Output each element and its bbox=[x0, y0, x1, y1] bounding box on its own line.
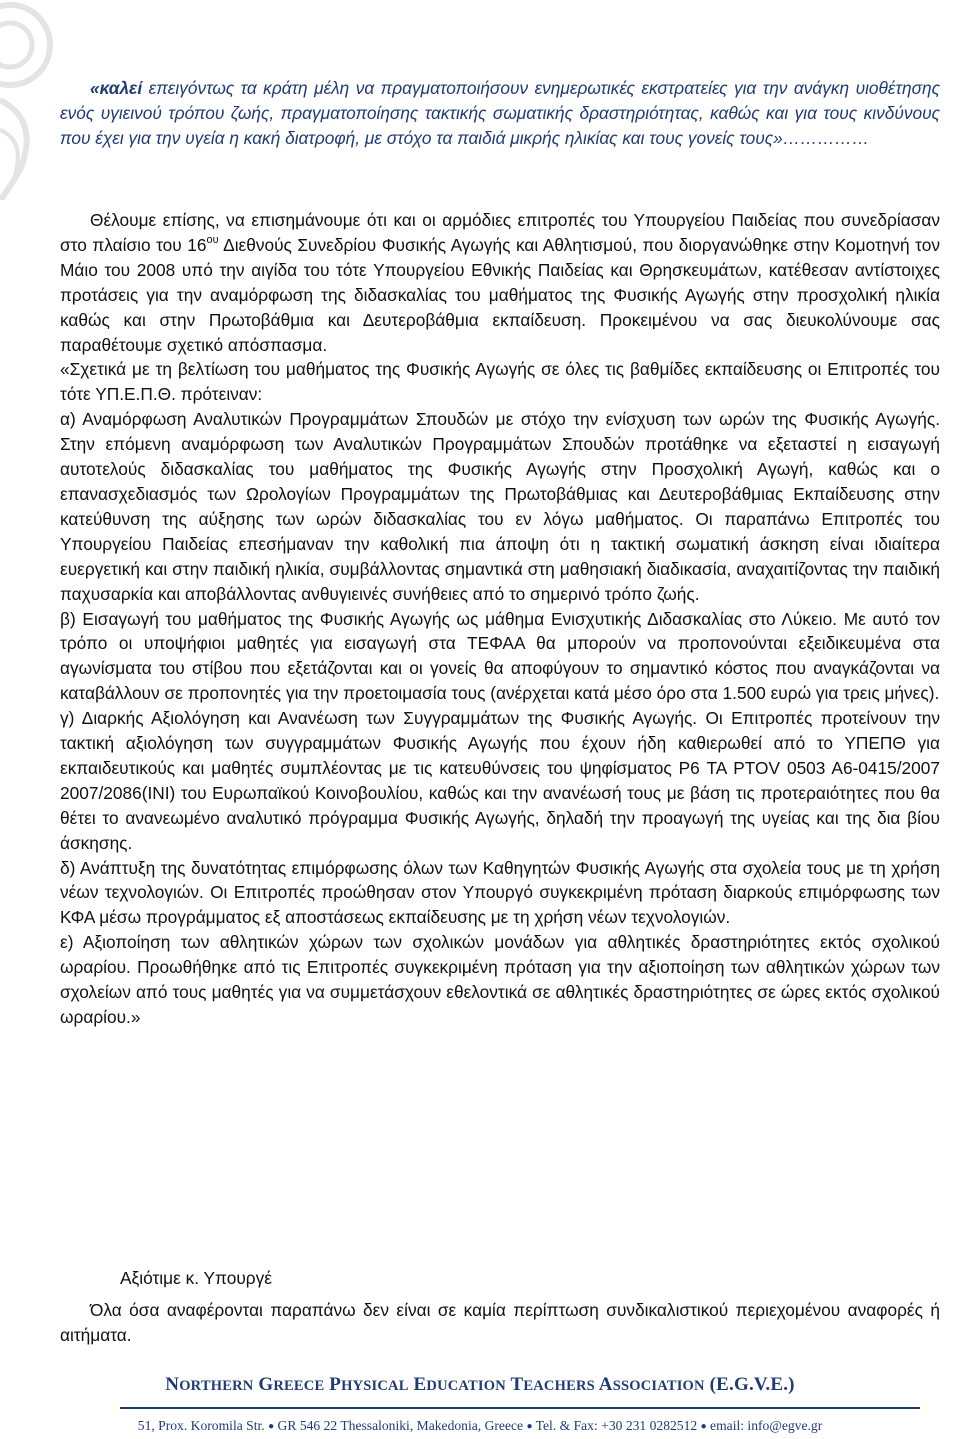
footer-divider bbox=[120, 1407, 920, 1409]
intro-text-before: Θέλουμε επίσης, να επισημάνουμε ότι και οι αρμόδιες επιτροπές του Υπουργείου Παιδείας που συνεδρίασαν στο πλαίσιο του 16 bbox=[60, 210, 940, 255]
footer-street: 51, Prox. Koromila Str. bbox=[137, 1418, 265, 1433]
bullet-icon: ● bbox=[268, 1421, 275, 1432]
quote-intro-paragraph: «Σχετικά με τη βελτίωση του μαθήματος της Φυσικής Αγωγής σε όλες τις βαθμίδες εκπαίδευσης οι Επιτροπές του τότε ΥΠ.Ε.Π.Θ. πρότειναν: bbox=[60, 359, 940, 405]
footer-word-rest: REECE bbox=[273, 1378, 325, 1394]
bullet-icon: ● bbox=[526, 1421, 533, 1432]
footer-email[interactable]: email: info@egve.gr bbox=[710, 1418, 823, 1433]
footer-word-rest: SSOCIATION bbox=[612, 1378, 705, 1394]
quote-text: επειγόντως τα κράτη μέλη να πραγματοποιήσουν ενημερωτικές εκστρατείες για την ανάγκη υιοθέτησης ενός υγιεινού τρόπου ζωής, πραγματοποίησης τακτικής σωματικής δραστηριότητας, καθώς και για τους κινδύνους που έχει για την υγεία η κακή διατροφή, με στόχο τα παιδιά μικρής ηλικίας και τους γονείς τους»…………… bbox=[60, 78, 940, 148]
footer-address bbox=[0, 1418, 960, 1434]
main-body bbox=[60, 208, 940, 1030]
item-a-paragraph: α) Αναμόρφωση Αναλυτικών Προγραμμάτων Σπουδών με στόχο την ενίσχυση των ωρών της Φυσικής Αγωγής. Στην επόμενη αναμόρφωση των Αναλυτικών Προγραμμάτων Σπουδών προτάθηκε να εξεταστεί η εισαγωγή αυτοτελούς διδασκαλίας του μαθήματος της Φυσικής Αγωγής στην Προσχολική Αγωγή, καθώς και ο επανασχεδιασμός των Ωρολογίων Προγραμμάτων της Πρωτοβάθμιας και Δευτεροβάθμιας Εκπαίδευσης στην κατεύθυνση της αύξησης των ωρών διδασκαλίας του εν λόγω μαθήματος. Οι παραπάνω Επιτροπές του Υπουργείου Παιδείας επεσήμαναν την καθολική πια άποψη ότι η τακτική σωματική άσκηση είναι ιδιαίτερα ευεργετική και στην παιδική ηλικία, συμβάλλοντας σημαντικά στη μαθησιακή διαδικασία, αναχαιτίζοντας την παιδική παχυσαρκία και αποβάλλοντας ανθυγιεινές συνήθειες από το σημερινό τρόπο ζωής. bbox=[60, 409, 940, 604]
footer-association-name bbox=[0, 1374, 960, 1396]
closing-section bbox=[60, 1266, 940, 1348]
footer-city: GR 546 22 Thessaloniki, Makedonia, Greece bbox=[277, 1418, 524, 1433]
resolution-quote bbox=[60, 76, 940, 151]
footer-word-cap: E bbox=[413, 1374, 427, 1395]
footer-word-rest: HYSICAL bbox=[341, 1378, 409, 1394]
footer-word-cap: G bbox=[258, 1374, 274, 1395]
footer-word-cap: T bbox=[510, 1374, 524, 1395]
footer-word-cap: N bbox=[165, 1374, 180, 1395]
item-d-paragraph: δ) Ανάπτυξη της δυνατότητας επιμόρφωσης όλων των Καθηγητών Φυσικής Αγωγής στα σχολεία τους με τη χρήση νέων τεχνολογιών. Οι Επιτροπές προώθησαν στον Υπουργό συγκεκριμένη πρόταση διαρκούς επιμόρφωσης των ΚΦΑ μέσω προγράμματος εξ αποστάσεως εκπαίδευσης με τη χρήση νέων τεχνολογιών. bbox=[60, 857, 940, 928]
greeting: Αξιότιμε κ. Υπουργέ bbox=[120, 1268, 272, 1288]
bullet-icon: ● bbox=[700, 1421, 707, 1432]
footer-word-rest: DUCATION bbox=[426, 1378, 506, 1394]
intro-text-after: Διεθνούς Συνεδρίου Φυσικής Αγωγής και Αθλητισμού, που διοργανώθηκε στην Κομοτηνή τον Μάιο του 2008 υπό την αιγίδα του τότε Υπουργείου Εθνικής Παιδείας και Θρησκευμάτων, κατέθεσαν αντίστοιχες προτάσεις για την αναμόρφωση της διδασκαλίας του μαθήματος της Φυσικής Αγωγής στην προσχολική ηλικία καθώς και στην Πρωτοβάθμια και Δευτεροβάθμια εκπαίδευση. Προκειμένου να σας διευκολύνουμε σας παραθέτουμε σχετικό απόσπασμα. bbox=[60, 234, 940, 355]
intro-superscript: ου bbox=[206, 233, 219, 246]
footer-word-cap: P bbox=[329, 1374, 342, 1395]
item-c-paragraph: γ) Διαρκής Αξιολόγηση και Ανανέωση των Συγγραμμάτων της Φυσικής Αγωγής. Οι Επιτροπές προτείνουν την τακτική αξιολόγηση των συγγραμμάτων Φυσικής Αγωγής που έχουν ήδη καθιερωθεί από το ΥΠΕΠΘ για εκπαιδευτικούς και μαθητές συμπλέοντας με τις κατευθύνσεις του ψηφίσματος P6 TA PTOV 0503 A6-0415/2007 2007/2086(INI) του Ευρωπαϊκού Κοινοβουλίου, καθώς και την ανανέωσή τους με βάση τις προτεραιότητες που θα θέτει το ανανεωμένο αναλυτικό πρόγραμμα Φυσικής Αγωγής, δηλαδή την προαγωγή της υγείας και της δια βίου άσκησης. bbox=[60, 708, 940, 853]
quote-keyword: «καλεί bbox=[90, 78, 143, 98]
item-b-paragraph: β) Εισαγωγή του μαθήματος της Φυσικής Αγωγής ως μάθημα Ενισχυτικής Διδασκαλίας στο Λύκειο. Με αυτό τον τρόπο οι υποψήφιοι μαθητές για εισαγωγή στα ΤΕΦΑΑ θα μπορούν να προπονούνται εξειδικευμένα στα αγωνίσματα του στίβου που εξετάζονται και οι γονείς θα αποφύγουν το σημαντικό κόστος που αναγκάζονται να καταβάλλουν σε προπονητές για την προετοιμασία τους (ανέρχεται κατά μέσο όρο στα 1.500 ευρώ για τρεις μήνες). bbox=[60, 608, 940, 704]
footer-word-cap: A bbox=[598, 1374, 613, 1395]
disclaimer-paragraph: Όλα όσα αναφέρονται παραπάνω δεν είναι σε καμία περίπτωση συνδικαλιστικού περιεχομένου αναφορές ή αιτήματα. bbox=[60, 1299, 940, 1345]
intro-paragraph bbox=[60, 208, 940, 357]
item-e-paragraph: ε) Αξιοποίηση των αθλητικών χώρων των σχολικών μονάδων για αθλητικές δραστηριότητες εκτός σχολικού ωραρίου. Προωθήθηκε από τις Επιτροπές συγκεκριμένη πρόταση για την αξιοποίηση των αθλητικών χώρων των σχολείων από τους μαθητές για να συμμετάσχουν εθελοντικά σε αθλητικές δραστηριότητες σε ώρες εκτός σχολικού ωραρίου.» bbox=[60, 932, 940, 1027]
footer-word-rest: EACHERS bbox=[523, 1378, 595, 1394]
footer-word-rest: ORTHERN bbox=[179, 1378, 254, 1394]
footer-phone: Tel. & Fax: +30 231 0282512 bbox=[535, 1418, 698, 1433]
footer-abbreviation: (E.G.V.E.) bbox=[709, 1374, 795, 1395]
quote-paragraph bbox=[60, 76, 940, 151]
